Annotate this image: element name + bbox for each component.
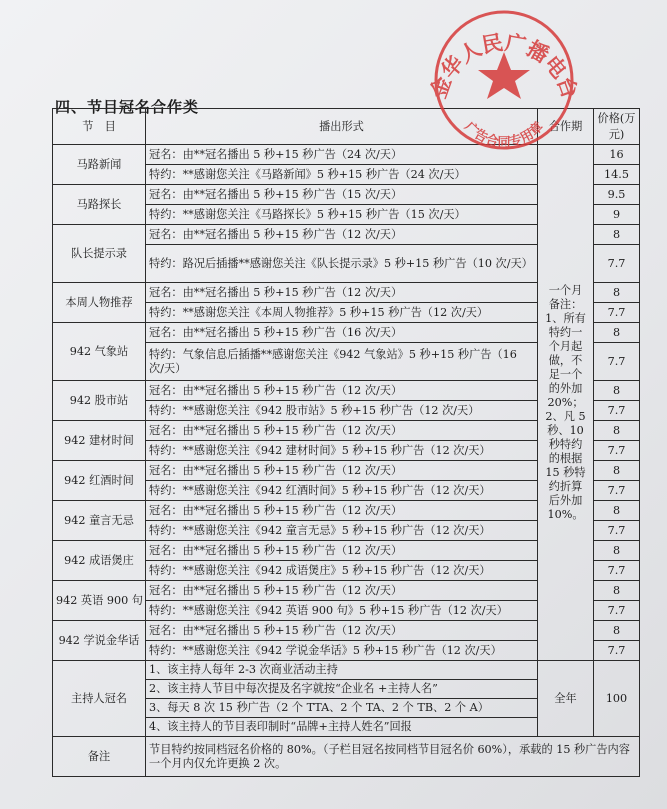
header-price: 价格(万元) [594,109,640,145]
sponsor-format: 特约：路况后插播**感谢您关注《队长提示录》5 秒+15 秒广告（10 次/天） [146,245,538,283]
price-cell: 7.7 [594,441,640,461]
sponsor-format: 特约：**感谢您关注《942 成语煲庄》5 秒+15 秒广告（12 次/天） [146,561,538,581]
header-format: 播出形式 [146,109,538,145]
program-name: 942 童言无忌 [53,501,146,541]
sponsor-format: 特约：**感谢您关注《本周人物推荐》5 秒+15 秒广告（12 次/天） [146,303,538,323]
seal-stamp [410,0,595,150]
program-name: 马路探长 [53,185,146,225]
price-cell: 14.5 [594,165,640,185]
naming-format: 冠名：由**冠名播出 5 秒+15 秒广告（24 次/天） [146,145,538,165]
host-benefit: 2、该主持人节目中每次提及名字就按“企业名 +主持人名” [146,680,538,699]
price-cell: 16 [594,145,640,165]
program-name: 942 建材时间 [53,421,146,461]
price-cell: 8 [594,283,640,303]
table-row [53,661,640,680]
price-cell: 7.7 [594,303,640,323]
program-name: 942 股市站 [53,381,146,421]
section-title: 四、节目冠名合作类 [55,98,200,116]
program-name: 队长提示录 [53,225,146,283]
price-cell: 7.7 [594,561,640,581]
price-cell: 8 [594,421,640,441]
price-cell: 8 [594,461,640,481]
price-cell: 8 [594,581,640,601]
program-name: 942 气象站 [53,323,146,381]
price-cell: 7.7 [594,245,640,283]
period-note: 一个月 备注：1、所有特约一个月起做，不足一个的外加 20%；2、凡 5 秒、10 秒特约的根据 15 秒特约折算后外加 10%。 [538,145,594,661]
header-program: 节 目 [53,109,146,145]
naming-format: 冠名：由**冠名播出 5 秒+15 秒广告（12 次/天） [146,501,538,521]
naming-format: 冠名：由**冠名播出 5 秒+15 秒广告（12 次/天） [146,581,538,601]
sponsor-format: 特约：**感谢您关注《942 股市站》5 秒+15 秒广告（12 次/天） [146,401,538,421]
price-cell: 8 [594,323,640,343]
naming-format: 冠名：由**冠名播出 5 秒+15 秒广告（12 次/天） [146,225,538,245]
program-name: 942 红酒时间 [53,461,146,501]
program-name: 942 英语 900 句 [53,581,146,621]
program-name: 942 成语煲庄 [53,541,146,581]
price-cell: 7.7 [594,601,640,621]
naming-format: 冠名：由**冠名播出 5 秒+15 秒广告（12 次/天） [146,621,538,641]
rate-table [52,108,640,777]
remark-row [53,737,640,777]
header-period: 合作期 [538,109,594,145]
svg-text:广告合同专用章: 广告合同专用章 [461,119,547,150]
sponsor-format: 特约：**感谢您关注《马路新闻》5 秒+15 秒广告（24 次/天） [146,165,538,185]
host-benefit: 4、该主持人的节目表印制时“品牌+主持人姓名”回报 [146,718,538,737]
naming-format: 冠名：由**冠名播出 5 秒+15 秒广告（12 次/天） [146,283,538,303]
sponsor-format: 特约：**感谢您关注《942 英语 900 句》5 秒+15 秒广告（12 次/天） [146,601,538,621]
price-cell: 7.7 [594,641,640,661]
price-cell: 8 [594,225,640,245]
price-cell: 7.7 [594,521,640,541]
naming-format: 冠名：由**冠名播出 5 秒+15 秒广告（15 次/天） [146,185,538,205]
sponsor-format: 特约：**感谢您关注《马路探长》5 秒+15 秒广告（15 次/天） [146,205,538,225]
remark-label: 备注 [53,737,146,777]
host-price: 100 [594,661,640,737]
price-cell: 9.5 [594,185,640,205]
price-cell: 7.7 [594,401,640,421]
sponsor-format: 特约：**感谢您关注《942 建材时间》5 秒+15 秒广告（12 次/天） [146,441,538,461]
price-cell: 8 [594,621,640,641]
host-naming-name: 主持人冠名 [53,661,146,737]
naming-format: 冠名：由**冠名播出 5 秒+15 秒广告（12 次/天） [146,541,538,561]
sponsor-format: 特约：**感谢您关注《942 童言无忌》5 秒+15 秒广告（12 次/天） [146,521,538,541]
host-benefit: 3、每天 8 次 15 秒广告（2 个 TTA、2 个 TA、2 个 TB、2 个 A） [146,699,538,718]
program-name: 本周人物推荐 [53,283,146,323]
naming-format: 冠名：由**冠名播出 5 秒+15 秒广告（12 次/天） [146,421,538,441]
price-cell: 8 [594,381,640,401]
price-cell: 7.7 [594,343,640,381]
host-benefit: 1、该主持人每年 2-3 次商业活动主持 [146,661,538,680]
program-name: 942 学说金华话 [53,621,146,661]
sponsor-format: 特约：**感谢您关注《942 红酒时间》5 秒+15 秒广告（12 次/天） [146,481,538,501]
program-name: 马路新闻 [53,145,146,185]
host-period: 全年 [538,661,594,737]
svg-text:金华人民广播电台: 金华人民广播电台 [425,29,583,102]
sponsor-format: 特约：**感谢您关注《942 学说金华话》5 秒+15 秒广告（12 次/天） [146,641,538,661]
remark-text: 节目特约按同档冠名价格的 80%。（子栏目冠名按同档节目冠名价 60%），承载的 15 秒广告内容一个月内仅允许更换 2 次。 [146,737,640,777]
naming-format: 冠名：由**冠名播出 5 秒+15 秒广告（12 次/天） [146,381,538,401]
price-cell: 8 [594,541,640,561]
price-cell: 8 [594,501,640,521]
sponsor-format: 特约：气象信息后插播**感谢您关注《942 气象站》5 秒+15 秒广告（16 次/天） [146,343,538,381]
price-cell: 7.7 [594,481,640,501]
price-cell: 9 [594,205,640,225]
naming-format: 冠名：由**冠名播出 5 秒+15 秒广告（12 次/天） [146,461,538,481]
naming-format: 冠名：由**冠名播出 5 秒+15 秒广告（16 次/天） [146,323,538,343]
